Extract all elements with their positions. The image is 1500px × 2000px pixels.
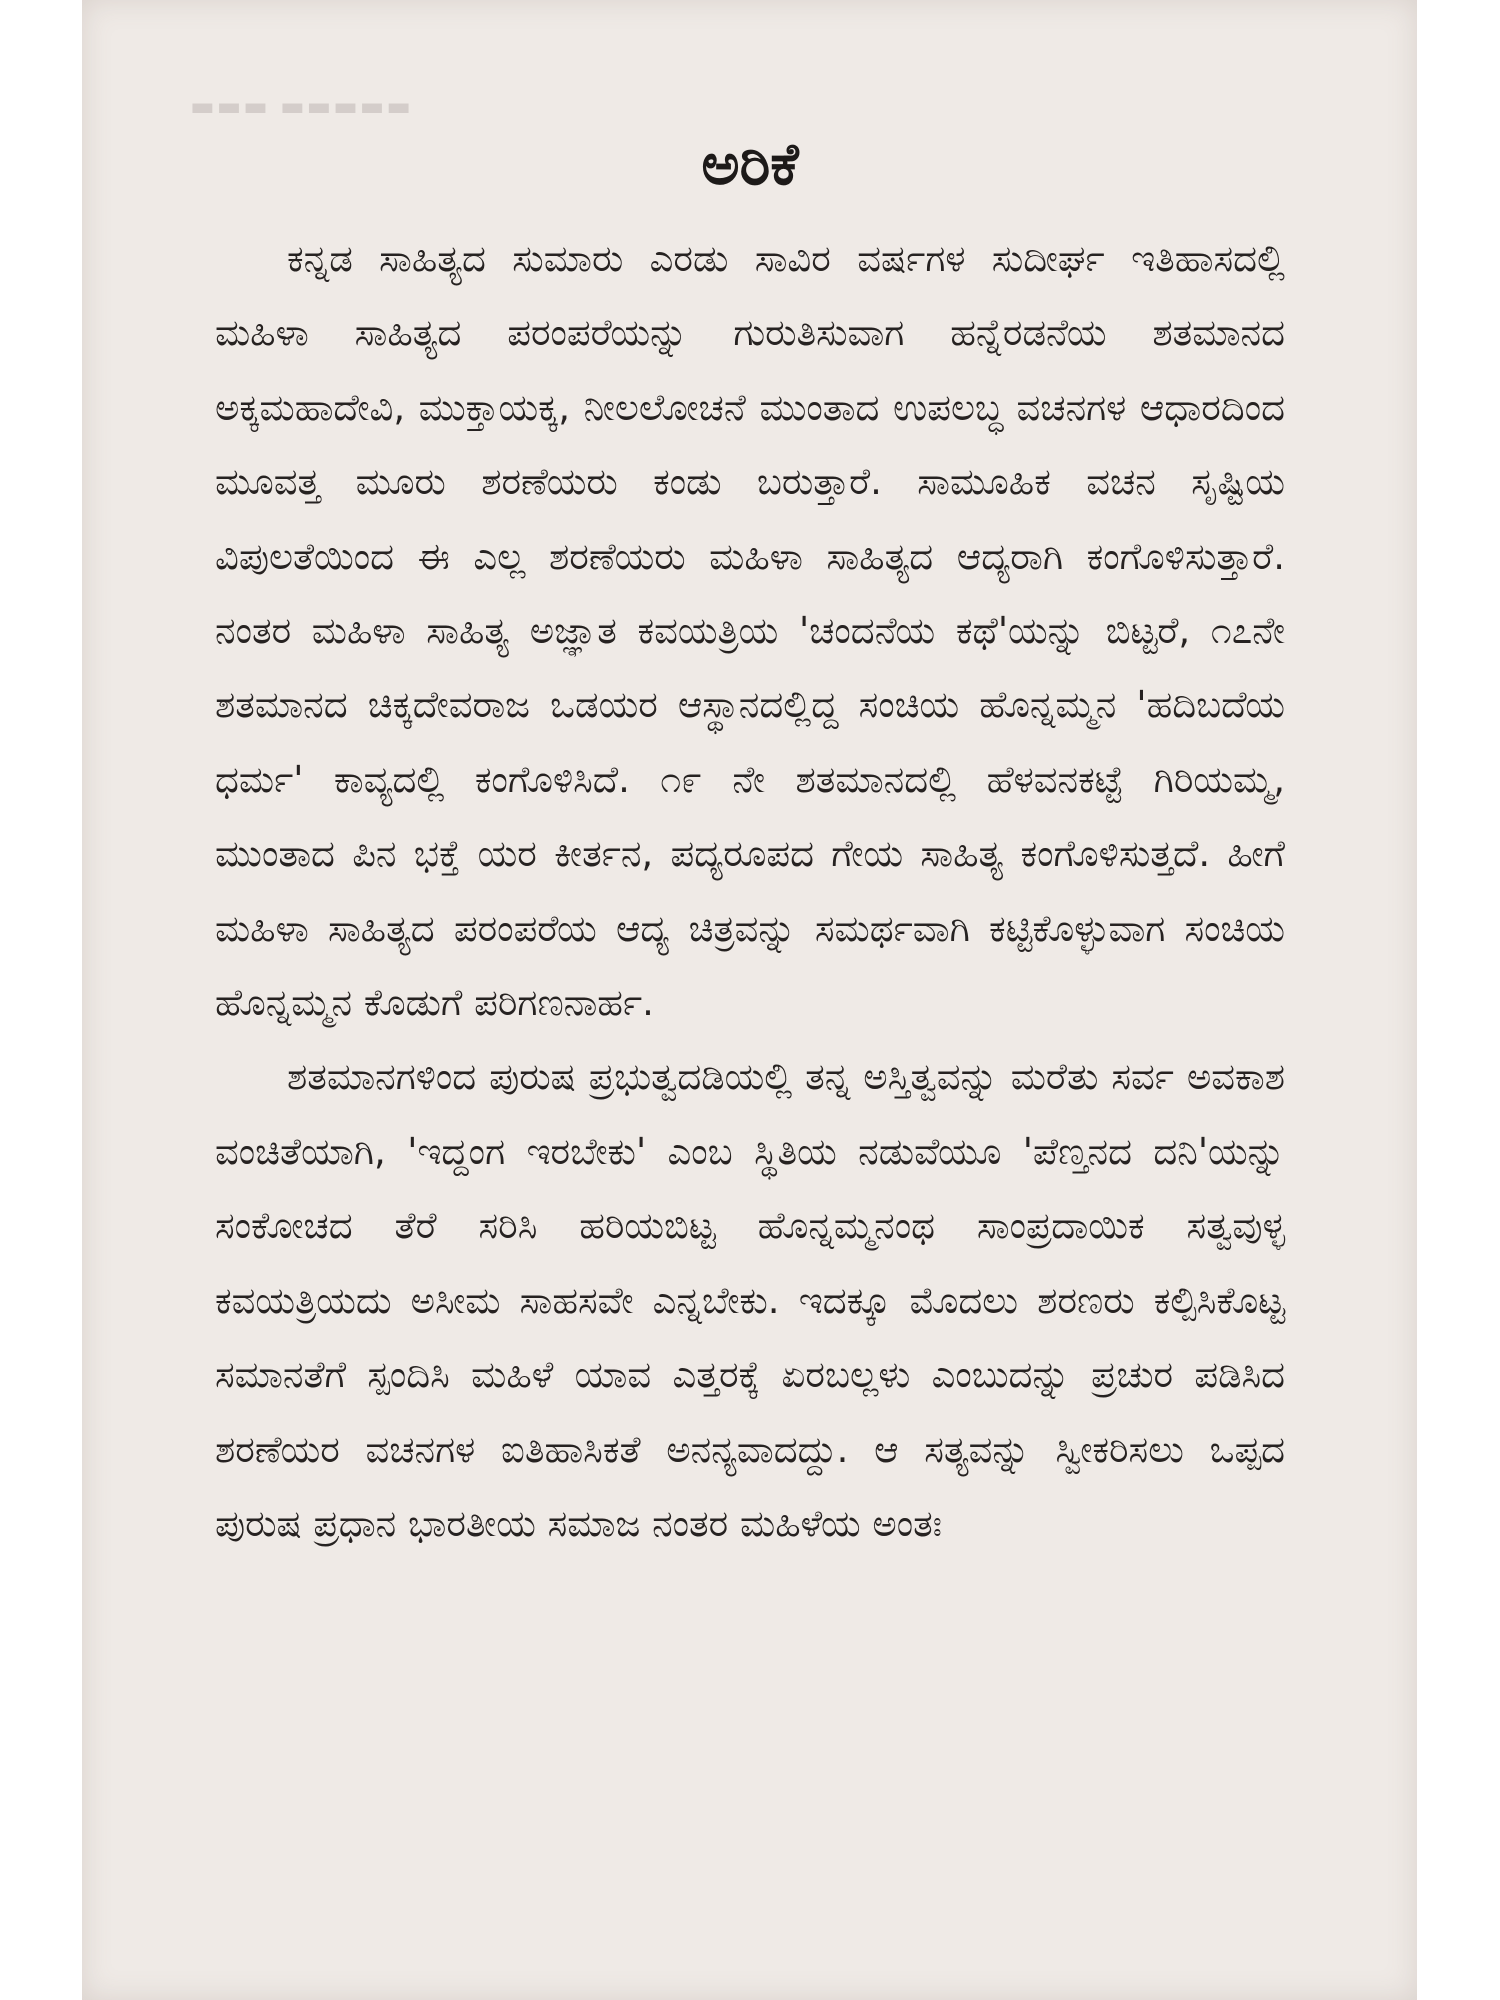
show-through-text: ▬▬▬ ▬▬▬▬▬ <box>190 92 413 122</box>
paragraph-1: ಕನ್ನಡ ಸಾಹಿತ್ಯದ ಸುಮಾರು ಎರಡು ಸಾವಿರ ವರ್ಷಗಳ ಸುದೀರ್ಘ ಇತಿಹಾಸದಲ್ಲಿ ಮಹಿಳಾ ಸಾಹಿತ್ಯದ ಪರಂಪರೆಯನ್ನು ಗುರುತಿಸುವಾಗ ಹನ್ನೆರಡನೆಯ ಶತಮಾನದ ಅಕ್ಕಮಹಾದೇವಿ, ಮುಕ್ತಾಯಕ್ಕ, ನೀಲಲೋಚನೆ ಮುಂತಾದ ಉಪಲಬ್ಧ ವಚನಗಳ ಆಧಾರದಿಂದ ಮೂವತ್ತ ಮೂರು ಶರಣೆಯರು ಕಂಡು ಬರುತ್ತಾರೆ. ಸಾಮೂಹಿಕ ವಚನ ಸೃಷ್ಟಿಯ ವಿಪುಲತೆಯಿಂದ ಈ ಎಲ್ಲ ಶರಣೆಯರು ಮಹಿಳಾ ಸಾಹಿತ್ಯದ ಆದ್ಯರಾಗಿ ಕಂಗೊಳಿಸುತ್ತಾರೆ. ನಂತರ ಮಹಿಳಾ ಸಾಹಿತ್ಯ ಅಜ್ಞಾತ ಕವಯತ್ರಿಯ 'ಚಂದನೆಯ ಕಥೆ'ಯನ್ನು ಬಿಟ್ಟರೆ, ೧೭ನೇ ಶತಮಾನದ ಚಿಕ್ಕದೇವರಾಜ ಒಡಯರ ಆಸ್ಥಾನದಲ್ಲಿದ್ದ ಸಂಚಿಯ ಹೊನ್ನಮ್ಮನ 'ಹದಿಬದೆಯ ಧರ್ಮ' ಕಾವ್ಯದಲ್ಲಿ ಕಂಗೊಳಿಸಿದೆ. ೧೯ ನೇ ಶತಮಾನದಲ್ಲಿ ಹೆಳವನಕಟ್ಟೆ ಗಿರಿಯಮ್ಮ, ಮುಂತಾದ ಪಿನ ಭಕ್ತೆ ಯರ ಕೀರ್ತನ, ಪದ್ಯರೂಪದ ಗೇಯ ಸಾಹಿತ್ಯ ಕಂಗೊಳಿಸುತ್ತದೆ. ಹೀಗೆ ಮಹಿಳಾ ಸಾಹಿತ್ಯದ ಪರಂಪರೆಯ ಆದ್ಯ ಚಿತ್ರವನ್ನು ಸಮರ್ಥವಾಗಿ ಕಟ್ಟಿಕೊಳ್ಳುವಾಗ ಸಂಚಿಯ ಹೊನ್ನಮ್ಮನ ಕೊಡುಗೆ ಪರಿಗಣನಾರ್ಹ. <box>215 237 1285 1025</box>
paragraph-2: ಶತಮಾನಗಳಿಂದ ಪುರುಷ ಪ್ರಭುತ್ವದಡಿಯಲ್ಲಿ ತನ್ನ ಅಸ್ತಿತ್ವವನ್ನು ಮರೆತು ಸರ್ವ ಅವಕಾಶ ವಂಚಿತೆಯಾಗಿ, 'ಇದ್ದಂಗ ಇರಬೇಕು' ಎಂಬ ಸ್ಥಿತಿಯ ನಡುವೆಯೂ 'ಪೆಣ್ತನದ ದನಿ'ಯನ್ನು ಸಂಕೋಚದ ತೆರೆ ಸರಿಸಿ ಹರಿಯಬಿಟ್ಟ ಹೊನ್ನಮ್ಮನಂಥ ಸಾಂಪ್ರದಾಯಿಕ ಸತ್ವವುಳ್ಳ ಕವಯತ್ರಿಯದು ಅಸೀಮ ಸಾಹಸವೇ ಎನ್ನಬೇಕು. ಇದಕ್ಕೂ ಮೊದಲು ಶರಣರು ಕಲ್ಪಿಸಿಕೊಟ್ಟ ಸಮಾನತೆಗೆ ಸ್ಪಂದಿಸಿ ಮಹಿಳೆ ಯಾವ ಎತ್ತರಕ್ಕೆ ಏರಬಲ್ಲಳು ಎಂಬುದನ್ನು ಪ್ರಚುರ ಪಡಿಸಿದ ಶರಣೆಯರ ವಚನಗಳ ಐತಿಹಾಸಿಕತೆ ಅನನ್ಯವಾದದ್ದು. ಆ ಸತ್ಯವನ್ನು ಸ್ವೀಕರಿಸಲು ಒಪ್ಪದ ಪುರುಷ ಪ್ರಧಾನ ಭಾರತೀಯ ಸಮಾಜ ನಂತರ ಮಹಿಳೆಯ ಅಂತಃ <box>215 1055 1285 1545</box>
page-title: ಅರಿಕೆ <box>701 130 799 198</box>
body-text <box>215 222 1285 1561</box>
